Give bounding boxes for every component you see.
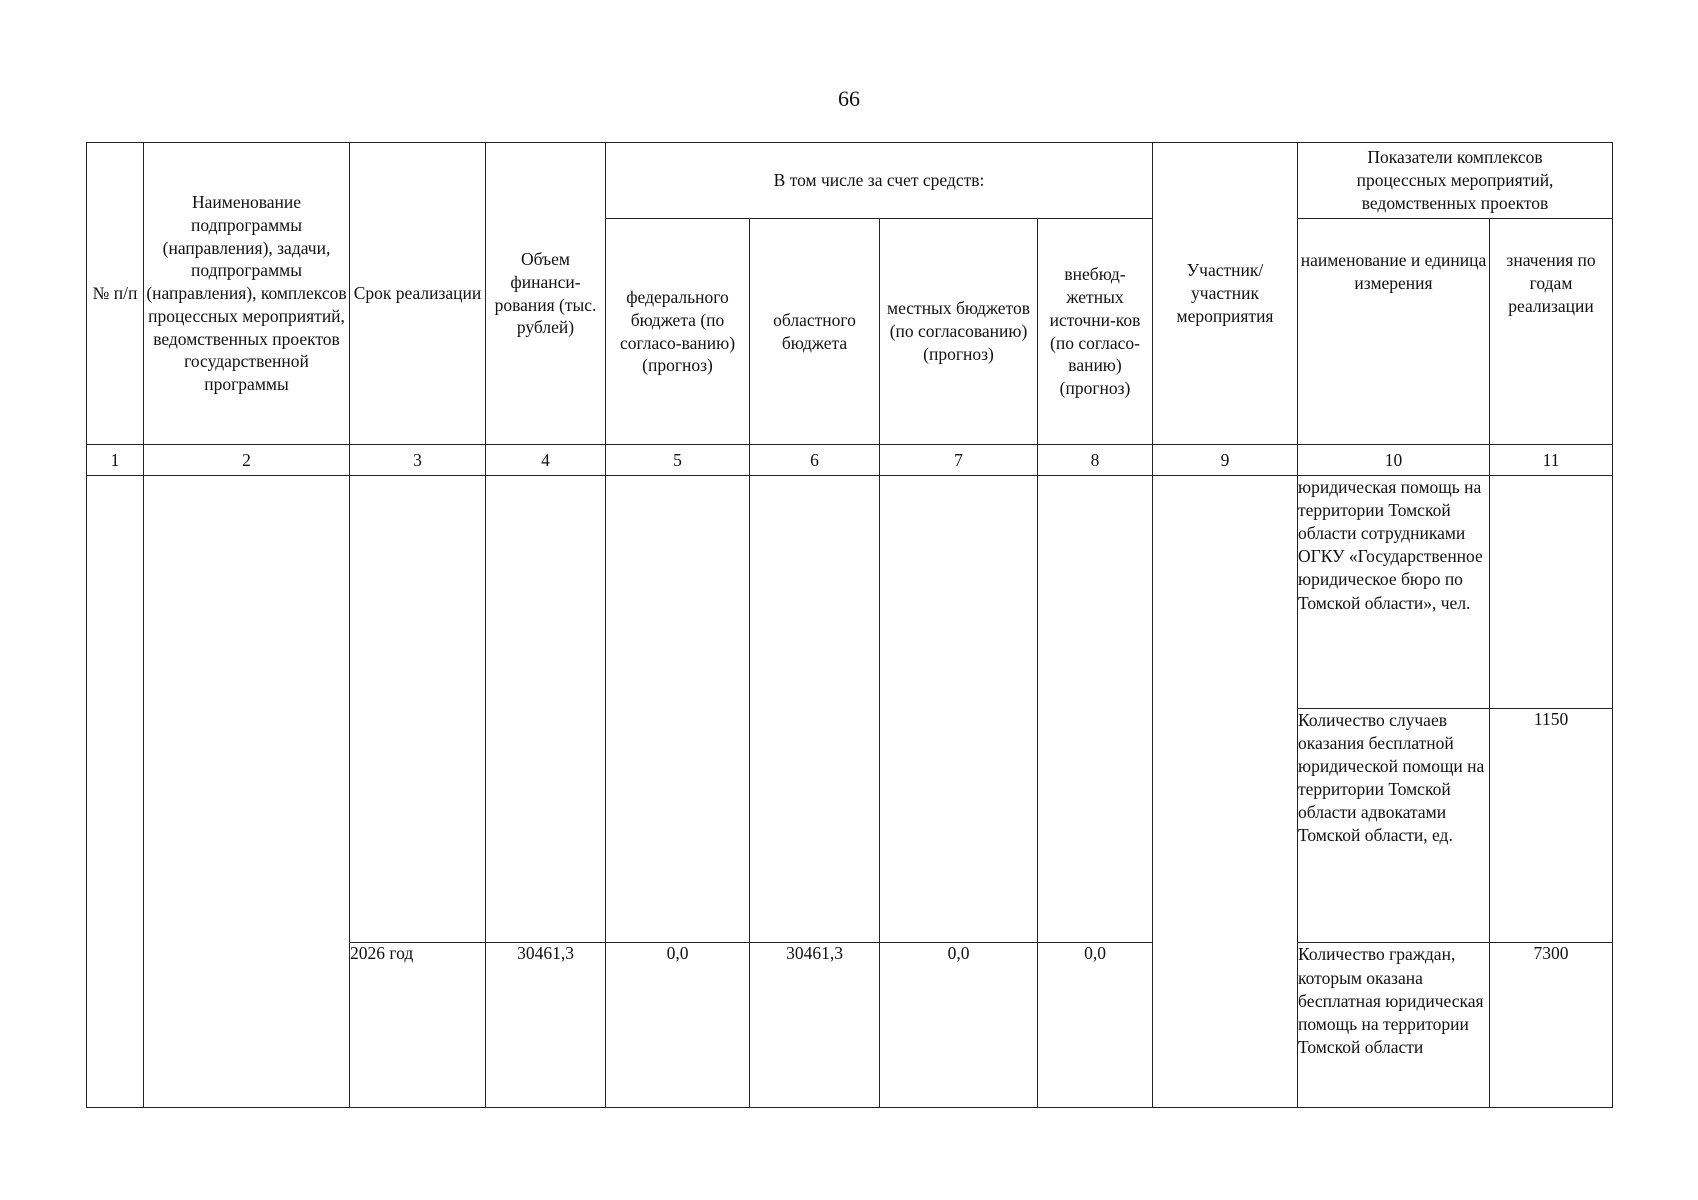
- indicator-value: [1490, 476, 1613, 709]
- cell-regional: [750, 476, 880, 943]
- column-number: 6: [750, 445, 880, 476]
- column-number: 11: [1490, 445, 1613, 476]
- column-number: 2: [144, 445, 350, 476]
- column-number: 5: [606, 445, 750, 476]
- header-number: № п/п: [87, 143, 144, 445]
- cell-federal: 0,0: [606, 943, 750, 1108]
- header-indicators-group: Показатели комплексов процессных мероприятий, ведомственных проектов: [1298, 143, 1613, 219]
- cell-extrabudget: 0,0: [1038, 943, 1153, 1108]
- column-number: 7: [880, 445, 1038, 476]
- cell-volume: 30461,3: [486, 943, 606, 1108]
- page-number: 66: [838, 86, 860, 111]
- header-regional: областного бюджета: [750, 219, 880, 445]
- header-local: местных бюджетов (по согласованию) (прогноз): [880, 219, 1038, 445]
- header-indicator-name: наименование и единица измерения: [1298, 219, 1490, 445]
- cell-name: [144, 476, 350, 1108]
- cell-local: 0,0: [880, 943, 1038, 1108]
- indicator-name: юридическая помощь на территории Томской области сотрудниками ОГКУ «Государственное юридическое бюро по Томской области», чел.: [1298, 476, 1490, 709]
- indicator-name: Количество граждан, которым оказана бесплатная юридическая помощь на территории Томской области: [1298, 943, 1490, 1108]
- column-number: 10: [1298, 445, 1490, 476]
- column-number: 4: [486, 445, 606, 476]
- indicator-value: 7300: [1490, 943, 1613, 1108]
- cell-volume: [486, 476, 606, 943]
- cell-period: 2026 год: [350, 943, 486, 1108]
- cell-local: [880, 476, 1038, 943]
- column-number: 8: [1038, 445, 1153, 476]
- header-indicator-values: значения по годам реализации: [1490, 219, 1613, 445]
- header-participant: Участник/ участник мероприятия: [1153, 143, 1298, 445]
- indicator-value: 1150: [1490, 708, 1613, 943]
- header-extrabudget: внебюд-жетных источни-ков (по согласо-ванию) (прогноз): [1038, 219, 1153, 445]
- cell-number: [87, 476, 144, 1108]
- column-number: 1: [87, 445, 144, 476]
- cell-period: [350, 476, 486, 943]
- cell-extrabudget: [1038, 476, 1153, 943]
- cell-participant: [1153, 476, 1298, 1108]
- cell-regional: 30461,3: [750, 943, 880, 1108]
- table-row: [87, 476, 1613, 709]
- program-table: [86, 142, 1613, 1108]
- column-number-row: [87, 445, 1613, 476]
- header-federal: федерального бюджета (по согласо-ванию) (прогноз): [606, 219, 750, 445]
- header-name: Наименование подпрограммы (направления), задачи, подпрограммы (направления), комплексов процессных мероприятий, ведомственных проектов государственной программы: [144, 143, 350, 445]
- header-funds-group: В том числе за счет средств:: [606, 143, 1153, 219]
- cell-federal: [606, 476, 750, 943]
- header-period: Срок реализации: [350, 143, 486, 445]
- column-number: 9: [1153, 445, 1298, 476]
- column-number: 3: [350, 445, 486, 476]
- indicator-name: Количество случаев оказания бесплатной юридической помощи на территории Томской области адвокатами Томской области, ед.: [1298, 708, 1490, 943]
- header-volume: Объем финанси-рования (тыс. рублей): [486, 143, 606, 445]
